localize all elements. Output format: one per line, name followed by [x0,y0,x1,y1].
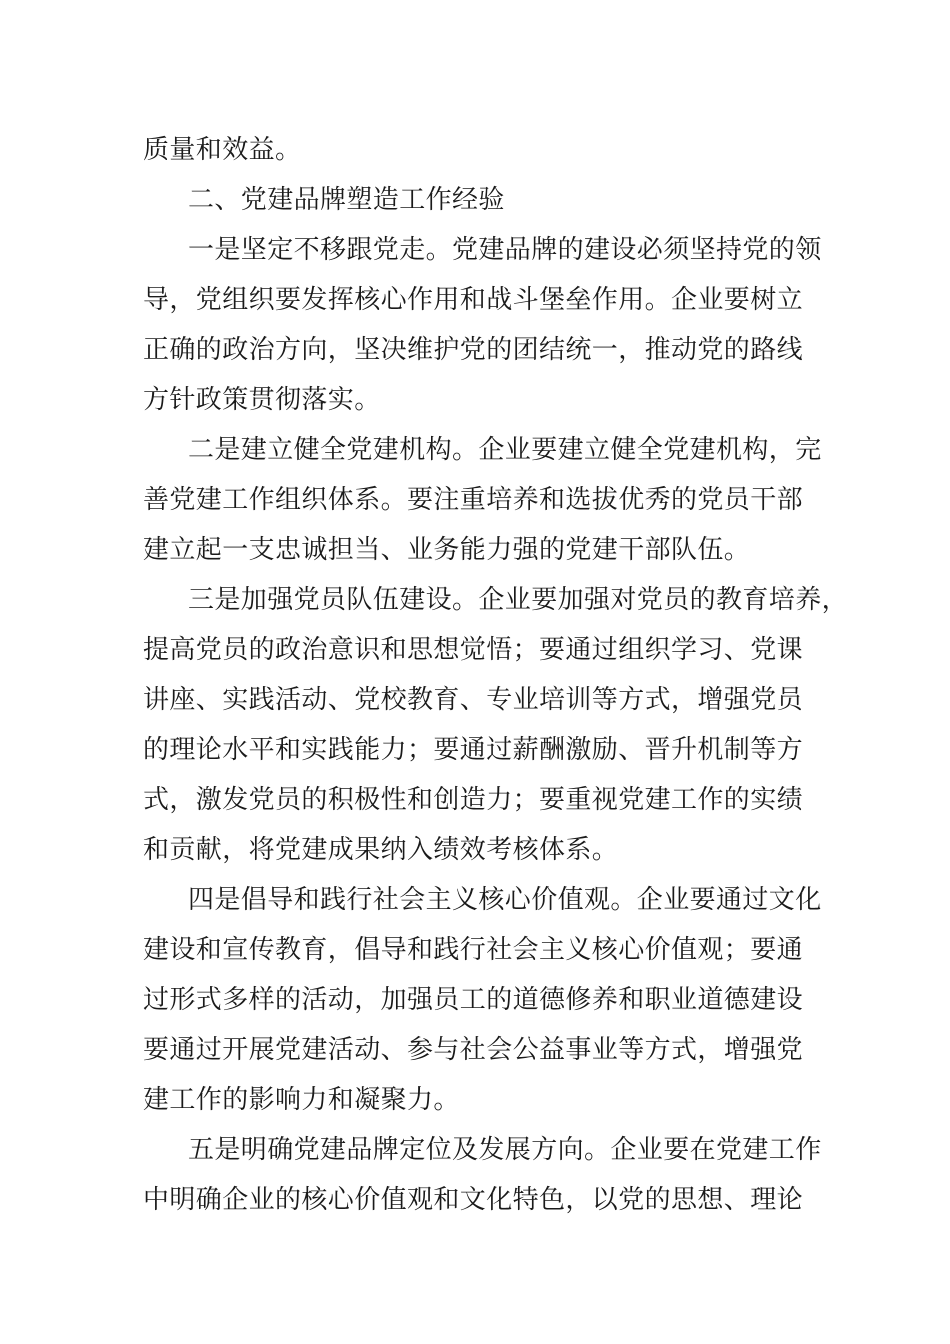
paragraph-line: 讲座、实践活动、党校教育、专业培训等方式，增强党员 [143,685,804,715]
paragraph-line: 建设和宣传教育，倡导和践行社会主义核心价值观；要通 [143,935,804,965]
paragraph-line: 二是建立健全党建机构。企业要建立健全党建机构，完 [188,435,822,465]
paragraph-line: 和贡献，将党建成果纳入绩效考核体系。 [143,835,619,865]
paragraph-line: 导，党组织要发挥核心作用和战斗堡垒作用。企业要树立 [143,285,804,315]
paragraph-line: 建立起一支忠诚担当、业务能力强的党建干部队伍。 [143,535,751,565]
paragraph-line: 式，激发党员的积极性和创造力；要重视党建工作的实绩 [143,785,804,815]
text-line: 质量和效益。 [143,135,302,165]
paragraph-line: 过形式多样的活动，加强员工的道德修养和职业道德建设 [143,985,804,1015]
section-heading: 二、党建品牌塑造工作经验 [188,185,505,215]
paragraph-line: 五是明确党建品牌定位及发展方向。企业要在党建工作 [188,1135,822,1165]
paragraph-line: 三是加强党员队伍建设。企业要加强对党员的教育培养， [188,585,849,615]
paragraph-line: 四是倡导和践行社会主义核心价值观。企业要通过文化 [188,885,822,915]
paragraph-line: 正确的政治方向，坚决维护党的团结统一，推动党的路线 [143,335,804,365]
paragraph-line: 建工作的影响力和凝聚力。 [143,1085,460,1115]
paragraph-line: 提高党员的政治意识和思想觉悟；要通过组织学习、党课 [143,635,804,665]
paragraph-line: 中明确企业的核心价值观和文化特色，以党的思想、理论 [143,1185,804,1215]
paragraph-line: 善党建工作组织体系。要注重培养和选拔优秀的党员干部 [143,485,804,515]
paragraph-line: 的理论水平和实践能力；要通过薪酬激励、晋升机制等方 [143,735,804,765]
paragraph-line: 方针政策贯彻落实。 [143,385,381,415]
paragraph-line: 一是坚定不移跟党走。党建品牌的建设必须坚持党的领 [188,235,822,265]
paragraph-line: 要通过开展党建活动、参与社会公益事业等方式，增强党 [143,1035,804,1065]
